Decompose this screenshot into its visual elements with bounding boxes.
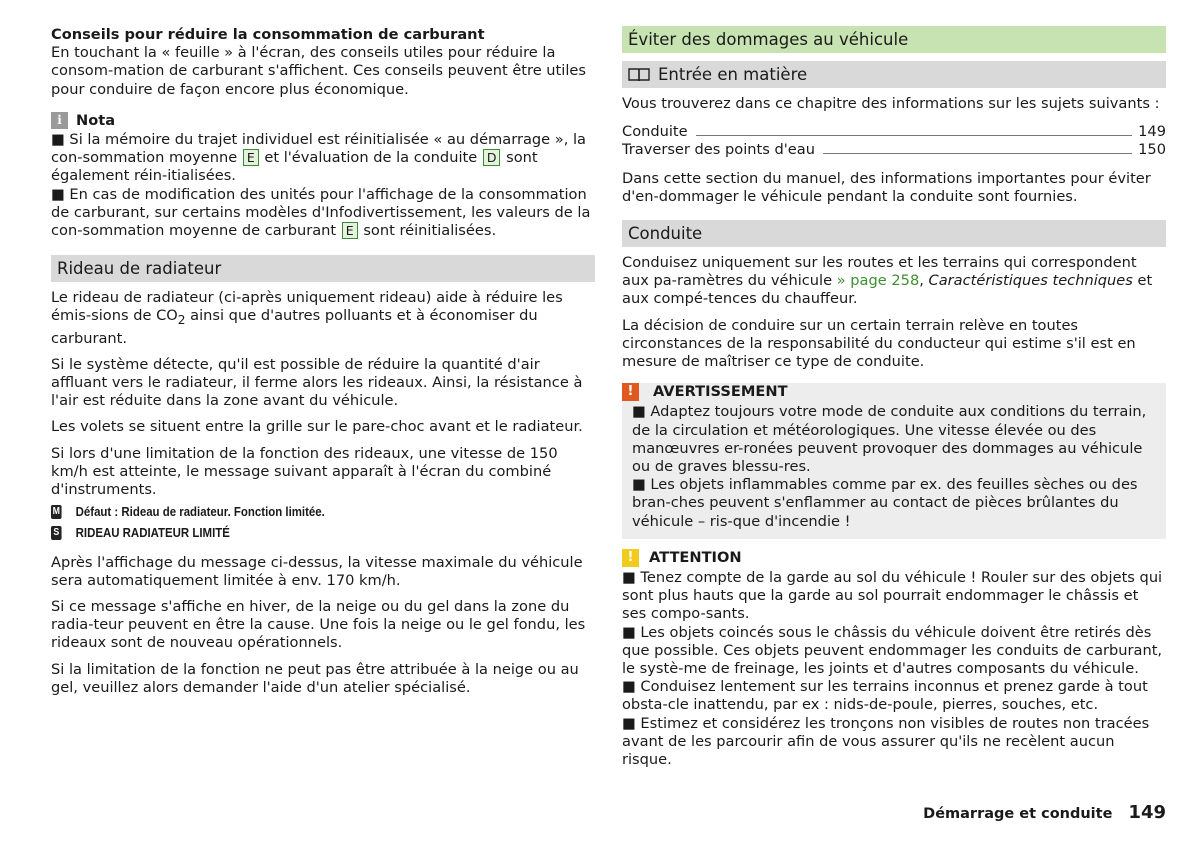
note-item-2 <box>51 186 595 241</box>
display-message-s <box>51 524 597 542</box>
radiator-paragraph-6: Si ce message s'affiche en hiver, de la neige ou du gel dans la zone du radia-teur peuvent en être la cause. Une fois la neige ou le gel fondu, les rideaux sont de nouveau opérationnels. <box>51 597 586 652</box>
attention-heading <box>622 549 1166 567</box>
radiator-paragraph-2: Si le système détecte, qu'il est possible de réduire la quantité d'air affluant vers le radiateur, il ferme alors les rideaux. Ainsi, la résistance à l'air est réduite dans la zone avant du véhicule. <box>51 355 583 410</box>
note-item-2-text-b: sont réinitialisées. <box>363 222 497 240</box>
info-icon: i <box>51 112 68 129</box>
attention-icon: ! <box>622 549 639 567</box>
toc-page: 150 <box>1138 141 1166 159</box>
intro-text-2: Dans cette section du manuel, des informations importantes pour éviter d'en-dommager le véhicule pendant la conduite sont fournies. <box>622 169 1151 205</box>
radiator-paragraph-7: Si la limitation de la fonction ne peut pas être attribuée à la neige ou au gel, veuillez alors demander l'aide d'un atelier spécialisé. <box>51 660 579 696</box>
display-m-icon: M <box>52 506 60 518</box>
note-heading <box>51 112 595 130</box>
radiator-p1-b: ainsi que d'autres polluants et à économiser du carburant. <box>51 307 538 347</box>
warning-item: ■ Adaptez toujours votre mode de conduite aux conditions du terrain, de la circulation et météorologiques. Une vitesse élevée ou des manœuvres er-ronées peuvent provoquer des dommages au véhicule ou de graves blessu-res. <box>632 403 1147 476</box>
footer-section: Démarrage et conduite <box>923 806 1113 822</box>
driving-paragraph-1 <box>622 254 1166 309</box>
page-link[interactable]: » page 258 <box>836 272 920 290</box>
display-message-m <box>51 503 597 521</box>
display-message-s-text: RIDEAU RADIATEUR LIMITÉ <box>75 525 230 541</box>
display-s-icon: S <box>51 526 62 540</box>
driving-p1-comma: , <box>919 272 924 290</box>
note-item-1-text-a: ■ Si la mémoire du trajet individuel est réinitialisée « au démarrage », la con-sommation moyenne <box>51 131 586 167</box>
toc-entry[interactable] <box>622 123 1166 141</box>
driving-p1-italic: Caractéristiques techniques <box>928 272 1133 290</box>
toc-leader <box>696 135 1133 136</box>
note-item-1-text-b: et l'évaluation de la conduite <box>264 149 478 167</box>
co2-subscript: 2 <box>177 313 186 328</box>
attention-item: ■ Estimez et considérez les tronçons non visibles de routes non tracées avant de les parcourir afin de vous assurer qu'ils ne recèlent aucun risque. <box>622 714 1150 769</box>
toc-label: Traverser des points d'eau <box>622 141 815 159</box>
page-number: 149 <box>1128 802 1166 823</box>
radiator-paragraph-1 <box>51 289 595 348</box>
warning-item: ■ Les objets inflammables comme par ex. des feuilles sèches ou des bran-ches peuvent s'enflammer au contact de pièces brûlantes du véhicule – ris-que d'incendie ! <box>632 476 1138 530</box>
chapter-heading: Éviter des dommages au véhicule <box>622 26 1166 53</box>
intro-title: Entrée en matière <box>658 65 808 84</box>
toc-leader <box>823 153 1132 154</box>
warning-heading <box>627 383 1156 401</box>
attention-item: ■ Tenez compte de la garde au sol du véhicule ! Rouler sur des objets qui sont plus hauts que la garde au sol pourrait endommager le châssis et ses compo-sants. <box>622 569 1163 623</box>
radiator-p1-a: Le rideau de radiateur (ci-après uniquement rideau) aide à réduire les émis-sions de CO <box>51 289 563 325</box>
radiator-paragraph-5: Après l'affichage du message ci-dessus, la vitesse maximale du véhicule sera automatiquement limitée à env. 170 km/h. <box>51 553 583 589</box>
toc-page: 149 <box>1138 123 1166 141</box>
radiator-paragraph-3: Les volets se situent entre la grille sur le pare-choc avant et le radiateur. <box>51 418 583 436</box>
intro-text: Vous trouverez dans ce chapitre des informations sur les sujets suivants : <box>622 95 1160 112</box>
radiator-paragraph-4: Si lors d'une limitation de la fonction des rideaux, une vitesse de 150 km/h est atteinte, le message suivant apparaît à l'écran du combiné d'instruments. <box>51 444 558 498</box>
right-column <box>622 26 1166 769</box>
warning-icon: ! <box>622 383 639 401</box>
display-tag-e: E <box>342 222 358 239</box>
note-item-2-text-a: ■ En cas de modification des unités pour l'affichage de la consommation de carburant, sur certains modèles d'Infodivertissement, les valeurs de la con-sommation moyenne de carburant <box>51 185 591 240</box>
driving-paragraph-2: La décision de conduire sur un certain terrain relève en toutes circonstances de la responsabilité du conducteur qui estime s'il est en mesure de maîtriser ce type de conduite. <box>622 316 1136 371</box>
section-heading-radiator: Rideau de radiateur <box>51 255 595 282</box>
warning-title: AVERTISSEMENT <box>653 383 788 401</box>
note-item-1 <box>51 131 595 186</box>
warning-box <box>622 383 1166 539</box>
attention-item: ■ Conduisez lentement sur les terrains inconnus et prenez garde à tout obsta-cle inattendu, par ex : nids-de-poule, pierres, souches, etc. <box>622 678 1148 714</box>
attention-item: ■ Les objets coincés sous le châssis du véhicule doivent être retirés dès que possible. Ces objets peuvent endommager les conduits de carburant, le systè-me de freinage, les joints et d'autres composants du véhicule. <box>622 623 1163 678</box>
note-title: Nota <box>76 111 116 129</box>
left-column <box>51 26 595 705</box>
driving-p1-c: et aux compé-tences du chauffeur. <box>622 272 1153 308</box>
section-heading-intro <box>622 61 1166 88</box>
toc-entry[interactable] <box>622 141 1166 159</box>
toc-label: Conduite <box>622 123 688 141</box>
display-message-m-text: Défaut : Rideau de radiateur. Fonction limitée. <box>75 504 325 520</box>
tips-text: En touchant la « feuille » à l'écran, des conseils utiles pour réduire la consom-mation de carburant s'affichent. Ces conseils peuvent être utiles pour conduire de façon encore plus économique. <box>51 44 586 98</box>
note-item-1-text-c: sont également réin-itialisées. <box>51 149 538 185</box>
display-tag-e: E <box>243 149 259 166</box>
section-heading-driving: Conduite <box>622 220 1166 247</box>
attention-title: ATTENTION <box>649 548 742 566</box>
book-icon <box>628 68 650 82</box>
display-tag-d: D <box>483 149 501 166</box>
page-footer <box>923 804 1166 823</box>
tips-title: Conseils pour réduire la consommation de carburant <box>51 26 485 43</box>
driving-p1-a: Conduisez uniquement sur les routes et les terrains qui correspondent aux pa-ramètres du véhicule <box>622 254 1137 290</box>
